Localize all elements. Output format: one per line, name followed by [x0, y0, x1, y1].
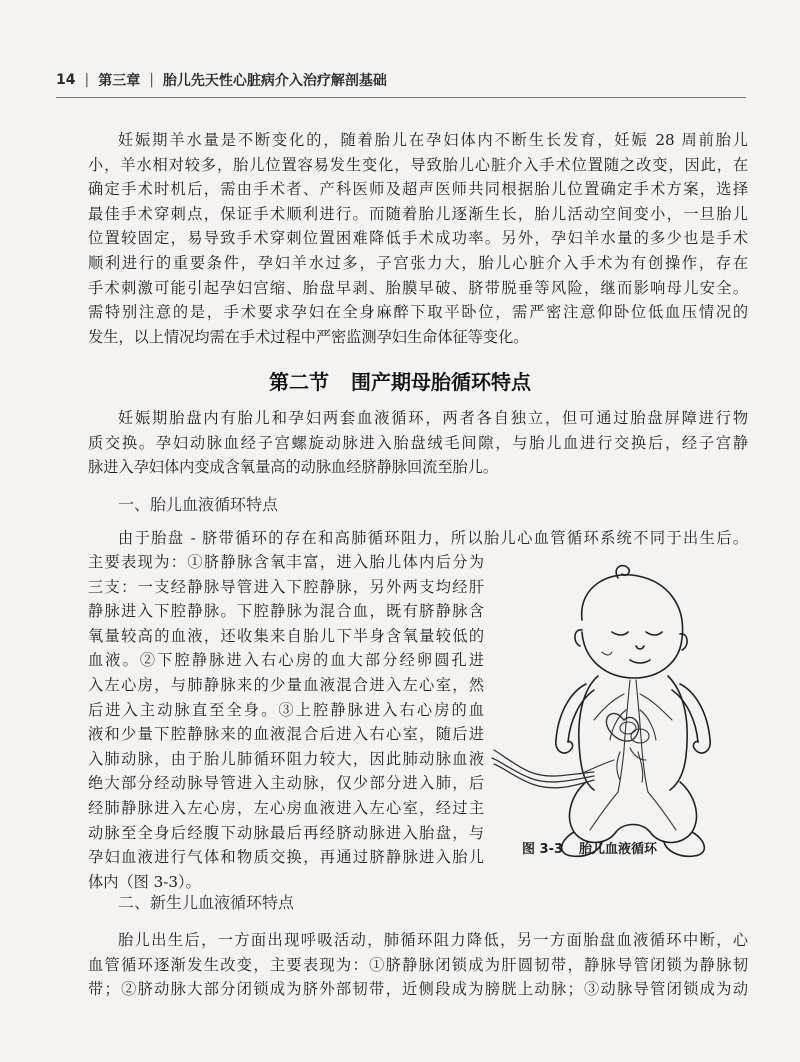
header-rule	[56, 97, 746, 98]
text-line: 由于胎盘 - 脐带循环的存在和高肺循环阻力，所以胎儿心血管循环系统不同于出生后。	[118, 529, 748, 547]
text-line: 妊娠期羊水量是不断变化的，随着胎儿在孕妇体内不断生长发育，妊娠 28 周前胎儿	[118, 131, 748, 149]
text-line: 液和少量下腔静脉来的血液混合后进入右心室，随后进	[88, 725, 484, 744]
text-line: 带；②脐动脉大部分闭锁成为脐外部韧带，近侧段成为膀胱上动脉；③动脉导管闭锁成为动	[88, 980, 748, 999]
figure-label: 图 3-3	[522, 842, 564, 857]
chapter-label: 第三章	[98, 73, 141, 89]
text-line: 静脉进入下腔静脉。下腔静脉为混合血，既有脐静脉含	[88, 602, 484, 621]
subsection-heading: 一、胎儿血液循环特点	[118, 495, 279, 514]
text-line: 妊娠期胎盘内有胎儿和孕妇两套血液循环，两者各自独立，但可通过胎盘屏障进行物	[118, 409, 748, 427]
text-line: 血管循环逐渐发生改变，主要表现为：①脐静脉闭锁成为肝圆韧带，静脉导管闭锁为静脉韧	[88, 955, 748, 974]
subsection-heading: 二、新生儿血液循环特点	[118, 893, 295, 912]
text-line: 确定手术时机后，需由手术者、产科医师及超声医师共同根据胎儿位置确定手术方案，选择	[88, 180, 748, 199]
figure-caption-text: 胎儿血液循环	[579, 842, 658, 857]
subsection2-paragraph	[88, 928, 748, 1002]
text-line: 血液。②下腔静脉进入右心房的血大部分经卵圆孔进	[88, 651, 484, 670]
text-line: 位置较固定，易导致手术穿刺位置困难降低手术成功率。另外，孕妇羊水量的多少也是手术	[88, 229, 748, 248]
text-line: 手术刺激可能引起孕妇宫缩、胎盘早剥、胎膜早破、脐带脱垂等风险，继而影响母儿安全。	[88, 278, 748, 297]
header-divider: |	[84, 72, 90, 88]
header-divider: |	[149, 72, 154, 88]
text-line: 质交换。孕妇动脉血经子宫螺旋动脉进入胎盘绒毛间隙，与胎儿血进行交换后，经子宫静	[88, 433, 748, 452]
text-line: 入左心房，与肺静脉来的少量血液混合进入左心室，然	[88, 675, 484, 694]
fetal-circulation-illustration	[490, 560, 718, 860]
book-title: 胎儿先天性心脏病介入治疗解剖基础	[162, 73, 387, 89]
subsection1-first-line	[88, 526, 748, 551]
section-number: 第二节	[269, 370, 329, 394]
text-line: 小，羊水相对较多，胎儿位置容易发生变化，导致胎儿心脏介入手术位置随之改变，因此，在	[88, 155, 748, 174]
text-line: 发生，以上情况均需在手术过程中严密监测孕妇生命体征等变化。	[88, 327, 529, 346]
text-line: 入肺动脉，由于胎儿肺循环阻力较大，因此肺动脉血液	[88, 749, 484, 768]
subsection1-wrapped-text	[88, 550, 484, 894]
text-line: 需特别注意的是，手术要求孕妇在全身麻醉下取平卧位，需严密注意仰卧位低血压情况的	[88, 303, 748, 322]
running-header	[56, 70, 387, 90]
text-line: 体内（图 3-3）。	[88, 872, 201, 891]
figure-caption	[522, 838, 657, 857]
text-line: 后进入主动脉直至全身。③上腔静脉进入右心房的血	[88, 700, 484, 719]
intro-paragraph	[88, 128, 748, 349]
text-line: 脉进入孕妇体内变成含氧量高的动脉血经脐静脉回流至胎儿。	[88, 458, 499, 477]
section-paragraph	[88, 406, 748, 480]
text-line: 最佳手术穿刺点，保证手术顺利进行。而随着胎儿逐渐生长，胎儿活动空间变小，一旦胎儿	[88, 204, 748, 223]
text-line: 三支：一支经静脉导管进入下腔静脉，另外两支均经肝	[88, 577, 484, 596]
text-line: 孕妇血液进行气体和物质交换，再通过脐静脉进入胎儿	[88, 848, 484, 867]
section-heading	[0, 366, 800, 395]
text-line: 主要表现为：①脐静脉含氧丰富，进入胎儿体内后分为	[88, 553, 484, 571]
text-line: 氧量较高的血液，还收集来自胎儿下半身含氧量较低的	[88, 626, 484, 645]
text-line: 动脉至全身后经腹下动脉最后再经脐动脉进入胎盘，与	[88, 823, 484, 842]
section-title: 围产期母胎循环特点	[351, 370, 531, 394]
page-number: 14	[56, 72, 76, 88]
text-line: 绝大部分经动脉导管进入主动脉，仅少部分进入肺，后	[88, 774, 484, 793]
text-line: 顺利进行的重要条件，孕妇羊水过多，子宫张力大，胎儿心脏介入手术为有创操作，存在	[88, 253, 748, 272]
text-line: 经肺静脉进入左心房，左心房血液进入左心室，经过主	[88, 798, 484, 817]
text-line: 胎儿出生后，一方面出现呼吸活动，肺循环阻力降低，另一方面胎盘血液循环中断，心	[118, 931, 748, 949]
